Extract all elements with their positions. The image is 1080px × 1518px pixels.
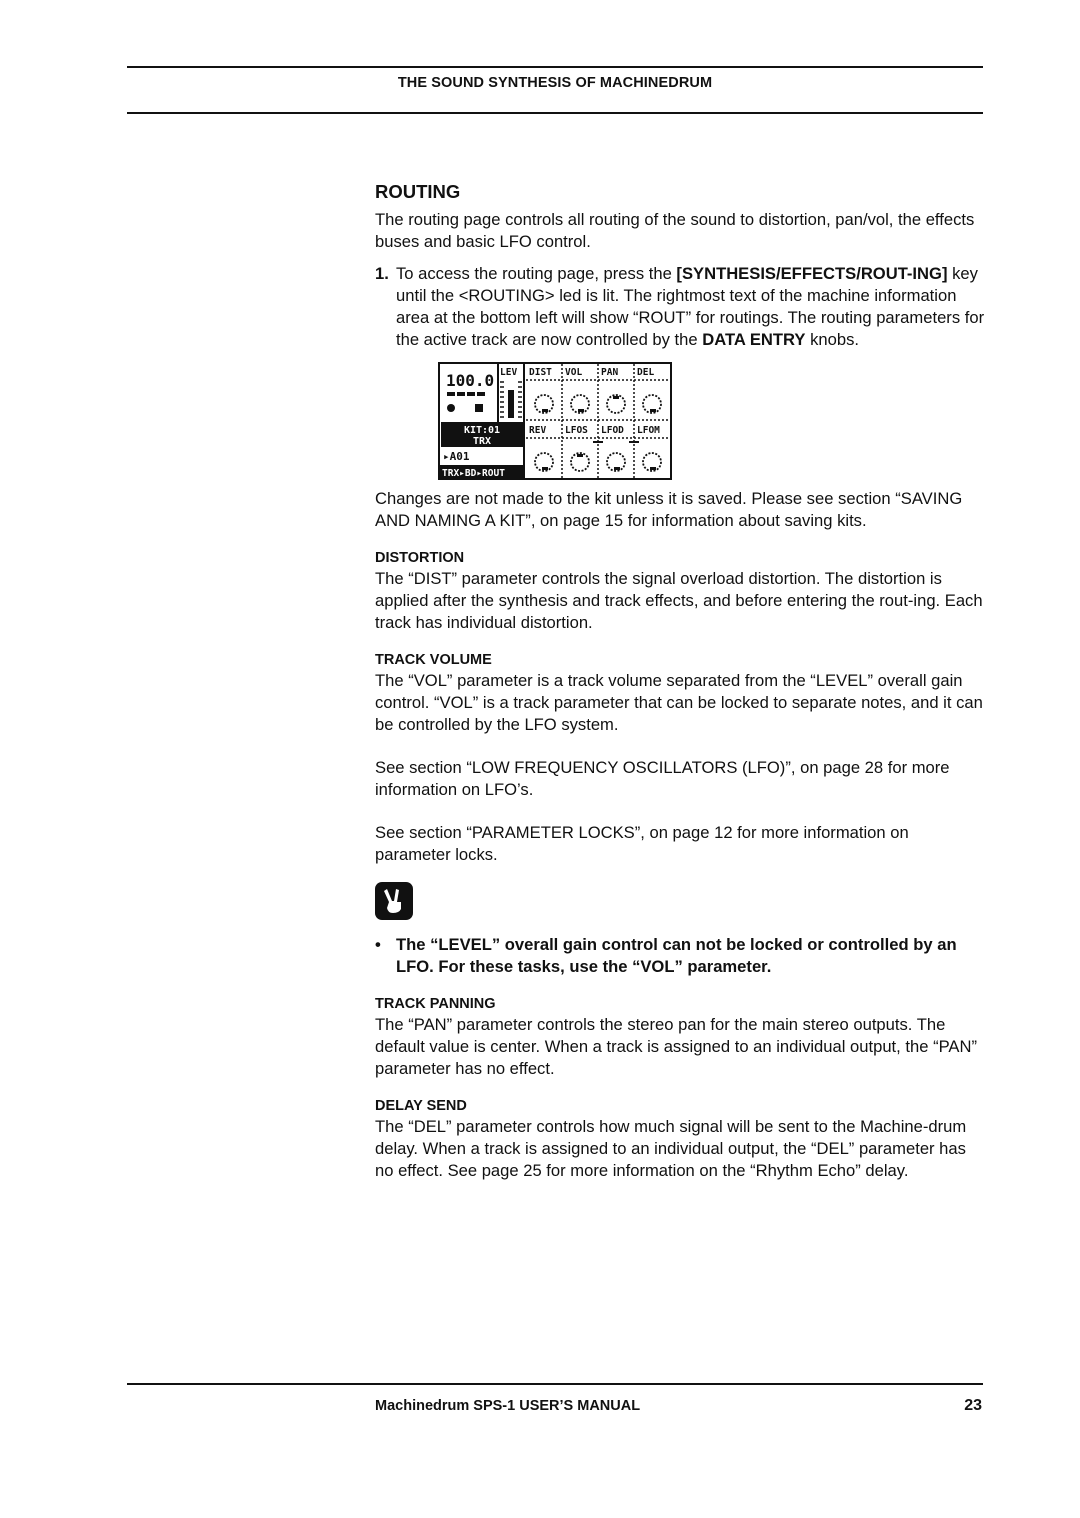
lcd-status: TRX▸BD▸ROUT (442, 468, 505, 479)
lcd-level-bar (508, 390, 514, 418)
note-bullet (375, 934, 985, 978)
header-rule-top (127, 66, 983, 68)
knobs-name: DATA ENTRY (702, 330, 806, 349)
subsection-title-track-volume: TRACK VOLUME (375, 652, 492, 668)
lcd-param-del: DEL (637, 367, 655, 378)
key-name: [SYNTHESIS/EFFECTS/ROUT-ING] (676, 264, 948, 283)
lcd-track: TRX (472, 436, 492, 447)
lcd-param-lfod: LFOD (601, 425, 624, 436)
page-number: 23 (964, 1397, 982, 1414)
delay-send-paragraph: The “DEL” parameter controls how much signal will be sent to the Machine-drum delay. When a track is assigned to an individual output, the “DEL” parameter has no effect. See page 25 for more information on the “Rhythm Echo” delay. (375, 1117, 967, 1180)
lfo-reference-paragraph: See section “LOW FREQUENCY OSCILLATORS (LFO)”, on page 28 for more information on LFO’s. (375, 758, 950, 799)
lcd-screenshot (438, 362, 672, 480)
lcd-stop-square (475, 404, 483, 412)
header-rule-bottom (127, 112, 983, 114)
track-volume-paragraph: The “VOL” parameter is a track volume separated from the “LEVEL” overall gain control. “VOL” is a track parameter that can be locked to separate notes, and it can be controlled by the LFO system. (375, 671, 983, 734)
hand-peace-icon (375, 882, 413, 920)
running-header: THE SOUND SYNTHESIS OF MACHINEDRUM (397, 75, 713, 91)
step-number: 1. (375, 264, 389, 283)
lcd-lev-label: LEV (500, 367, 518, 378)
lcd-param-pan: PAN (601, 367, 619, 378)
subsection-title-distortion: DISTORTION (375, 550, 465, 566)
distortion-paragraph: The “DIST” parameter controls the signal overload distortion. The distortion is applied after the synthesis and track effects, and before entering the rout-ing. Each track has individual distortion. (375, 569, 983, 632)
lcd-param-vol: VOL (565, 367, 583, 378)
after-lcd-paragraph: Changes are not made to the kit unless it is saved. Please see section “SAVING AND NAMING A KIT”, on page 15 for information about saving kits. (375, 489, 963, 530)
main-column (375, 181, 985, 1182)
step-text-1: To access the routing page, press the (396, 264, 677, 283)
lcd-param-lfom: LFOM (637, 425, 660, 436)
lcd-param-rev: REV (529, 425, 547, 436)
intro-paragraph: The routing page controls all routing of the sound to distortion, pan/vol, the effects buses and basic LFO control. (375, 210, 975, 251)
subsection-title-track-panning: TRACK PANNING (375, 996, 496, 1012)
lcd-param-dist: DIST (529, 367, 552, 378)
footer-title: Machinedrum SPS-1 USER’S MANUAL (375, 1398, 641, 1414)
lcd-tempo: 100.0 (446, 371, 495, 390)
step-text-3: knobs. (805, 330, 859, 349)
lcd-pattern: ▸A01 (443, 450, 470, 463)
subsection-title-delay-send: DELAY SEND (375, 1098, 467, 1114)
parameter-locks-reference-paragraph: See section “PARAMETER LOCKS”, on page 12 for more information on parameter locks. (375, 823, 909, 864)
bullet-dot: • (375, 935, 381, 954)
note-text: The “LEVEL” overall gain control can not be locked or controlled by an LFO. For these tasks, use the “VOL” parameter. (396, 935, 957, 976)
lcd-kit: KIT:01 (463, 425, 501, 436)
step-text-2: key until the <ROUTING> led is lit. The rightmost text of the machine information area at the bottom left will show “ROUT” for routings. The routing parameters for the active track are now controlled by the (396, 264, 985, 349)
lcd-play-dot (447, 404, 455, 412)
track-panning-paragraph: The “PAN” parameter controls the stereo pan for the main stereo outputs. The default value is center. When a track is assigned to an individual output, the “PAN” parameter has no effect. (375, 1015, 978, 1078)
lcd-param-lfos: LFOS (565, 425, 588, 436)
footer-rule (127, 1383, 983, 1385)
step-item (375, 263, 985, 351)
step-text (396, 263, 985, 351)
section-title: ROUTING (375, 181, 461, 202)
